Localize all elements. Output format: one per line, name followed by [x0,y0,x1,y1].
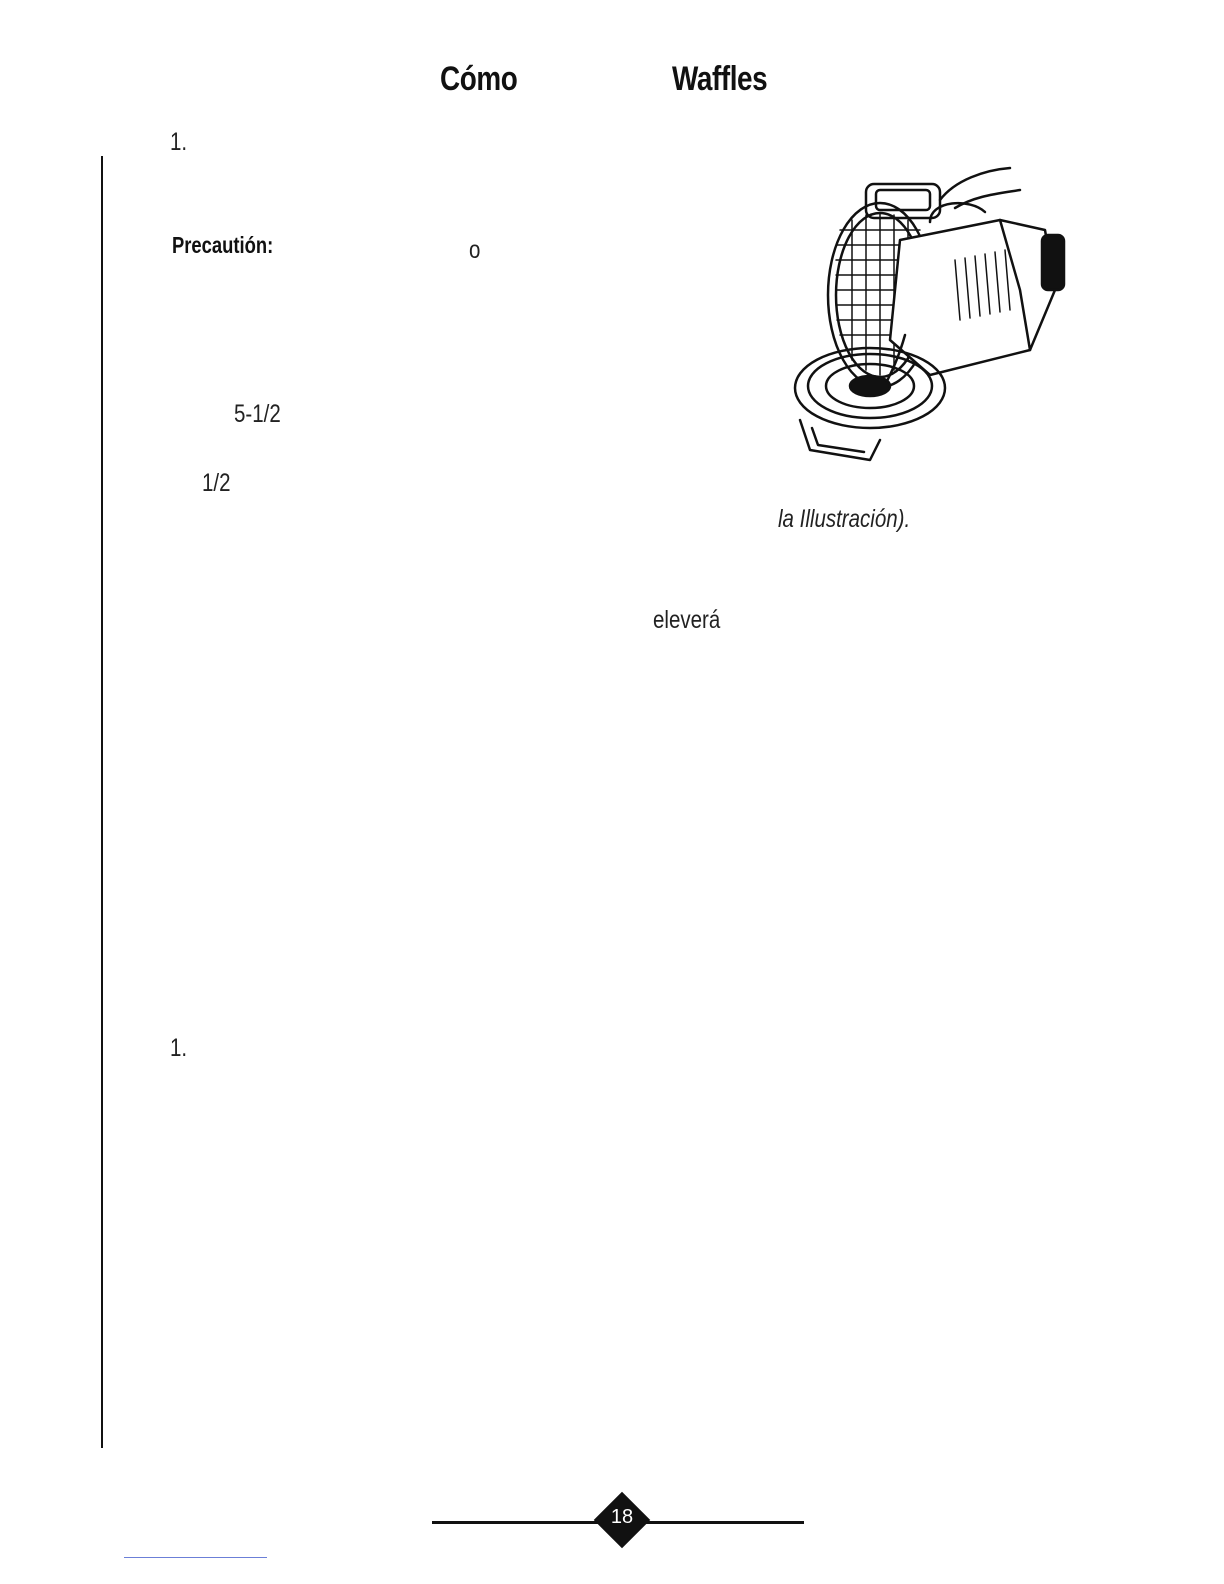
fragment-elevera: eleverá [653,606,721,634]
step-number-1: 1. [170,128,188,156]
margin-rule [101,156,103,1448]
title-word-waffles: Waffles [672,60,768,98]
footer-line-left [432,1521,602,1524]
title-word-como: Cómo [440,60,518,98]
footer-line-right [642,1521,804,1524]
measure-5-1-2: 5-1/2 [234,400,281,428]
illustration-reference: la Illustración). [778,505,911,533]
measure-1-2: 1/2 [202,469,231,497]
step-number-1-second: 1. [170,1034,188,1062]
caution-fragment: o [469,236,481,264]
waffle-maker-illustration [780,160,1080,470]
page-number: 18 [610,1506,634,1528]
bottom-blue-rule [124,1557,267,1558]
caution-label: Precautión: [172,232,274,258]
